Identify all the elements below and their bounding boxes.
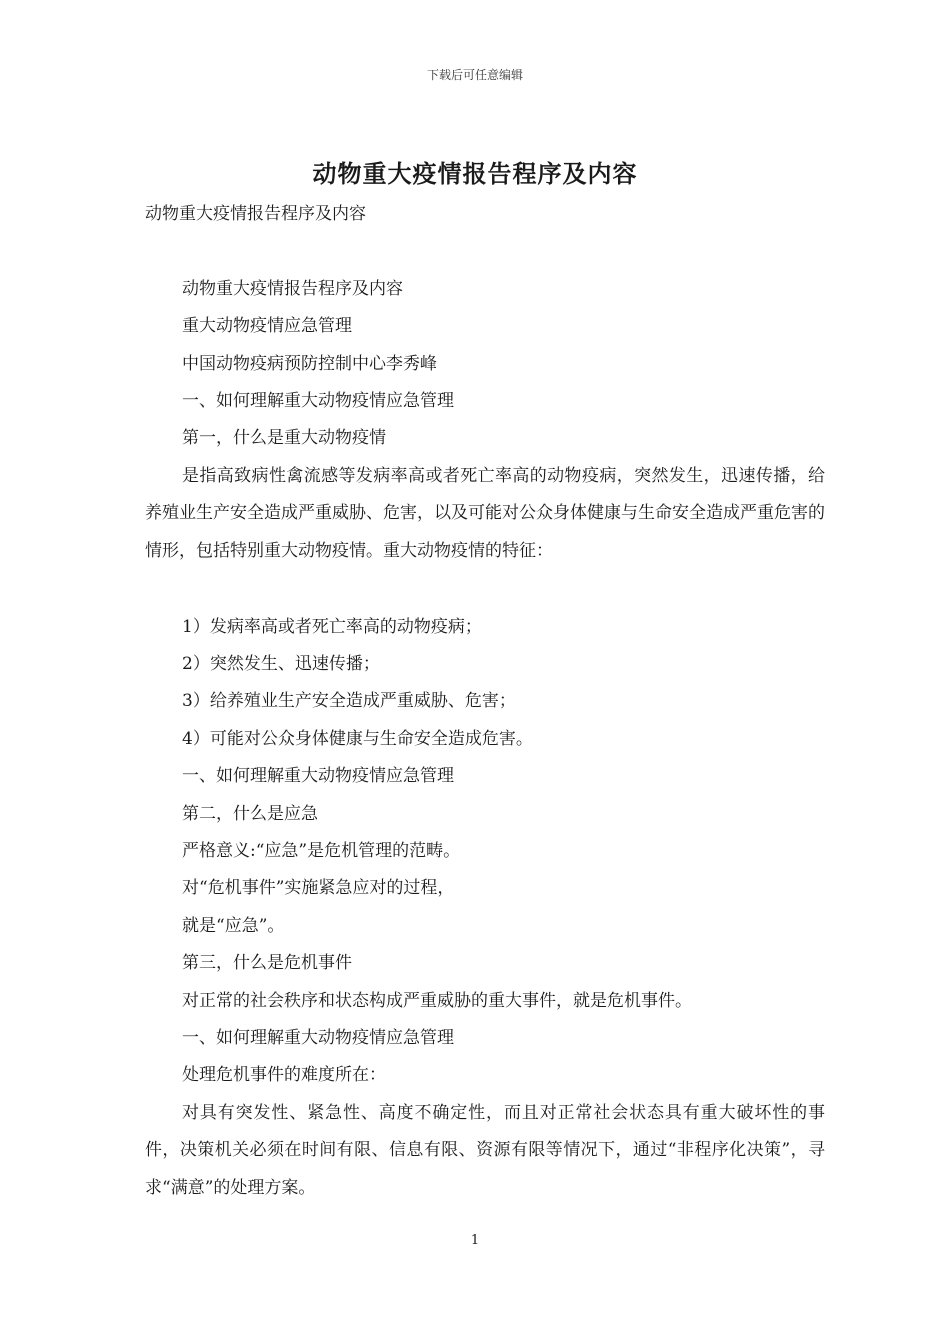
paragraph: 严格意义:“应急”是危机管理的范畴。 bbox=[182, 840, 461, 861]
paragraph: 第一，什么是重大动物疫情 bbox=[182, 428, 386, 449]
paragraph: 第二，什么是应急 bbox=[182, 803, 318, 824]
page-header: 下载后可任意编辑 bbox=[426, 68, 523, 82]
paragraph: 是指高致病性禽流感等发病率高或者死亡率高的动物疫病，突然发生，迅速传播，给养殖业生产安全造成严重威胁、危害，以及可能对公众身体健康与生命安全造成严重危害的情形，包括特别重大动物疫情。重大动物疫情的特征： bbox=[145, 465, 825, 561]
paragraph: 一、如何理解重大动物疫情应急管理 bbox=[182, 390, 454, 411]
document-body bbox=[145, 200, 825, 1212]
paragraph: 对具有突发性、紧急性、高度不确定性，而且对正常社会状态具有重大破坏性的事件，决策机关必须在时间有限、信息有限、资源有限等情况下，通过“非程序化决策”，寻求“满意”的处理方案。 bbox=[145, 1102, 825, 1198]
paragraph: 对“危机事件”实施紧急应对的过程， bbox=[182, 878, 455, 899]
paragraph: 3）给养殖业生产安全造成严重威胁、危害； bbox=[182, 691, 516, 712]
paragraph: 动物重大疫情报告程序及内容 bbox=[145, 204, 366, 224]
paragraph: 一、如何理解重大动物疫情应急管理 bbox=[182, 1027, 454, 1048]
paragraph: 第三，什么是危机事件 bbox=[182, 953, 352, 974]
blank-line bbox=[145, 237, 825, 265]
paragraph: 1）发病率高或者死亡率高的动物疫病； bbox=[182, 616, 482, 637]
paragraph: 对正常的社会秩序和状态构成严重威胁的重大事件，就是危机事件。 bbox=[182, 990, 692, 1011]
paragraph: 处理危机事件的难度所在： bbox=[182, 1065, 386, 1086]
paragraph: 中国动物疫病预防控制中心李秀峰 bbox=[182, 353, 437, 374]
paragraph: 2）突然发生、迅速传播； bbox=[182, 654, 380, 675]
paragraph: 动物重大疫情报告程序及内容 bbox=[182, 278, 403, 299]
document-title: 动物重大疫情报告程序及内容 bbox=[312, 159, 638, 188]
page-number: 1 bbox=[470, 1233, 480, 1248]
paragraph: 重大动物疫情应急管理 bbox=[182, 316, 352, 337]
blank-line bbox=[145, 575, 825, 603]
paragraph: 4）可能对公众身体健康与生命安全造成危害。 bbox=[182, 728, 533, 749]
paragraph: 一、如何理解重大动物疫情应急管理 bbox=[182, 766, 454, 787]
paragraph: 就是“应急”。 bbox=[182, 915, 285, 936]
